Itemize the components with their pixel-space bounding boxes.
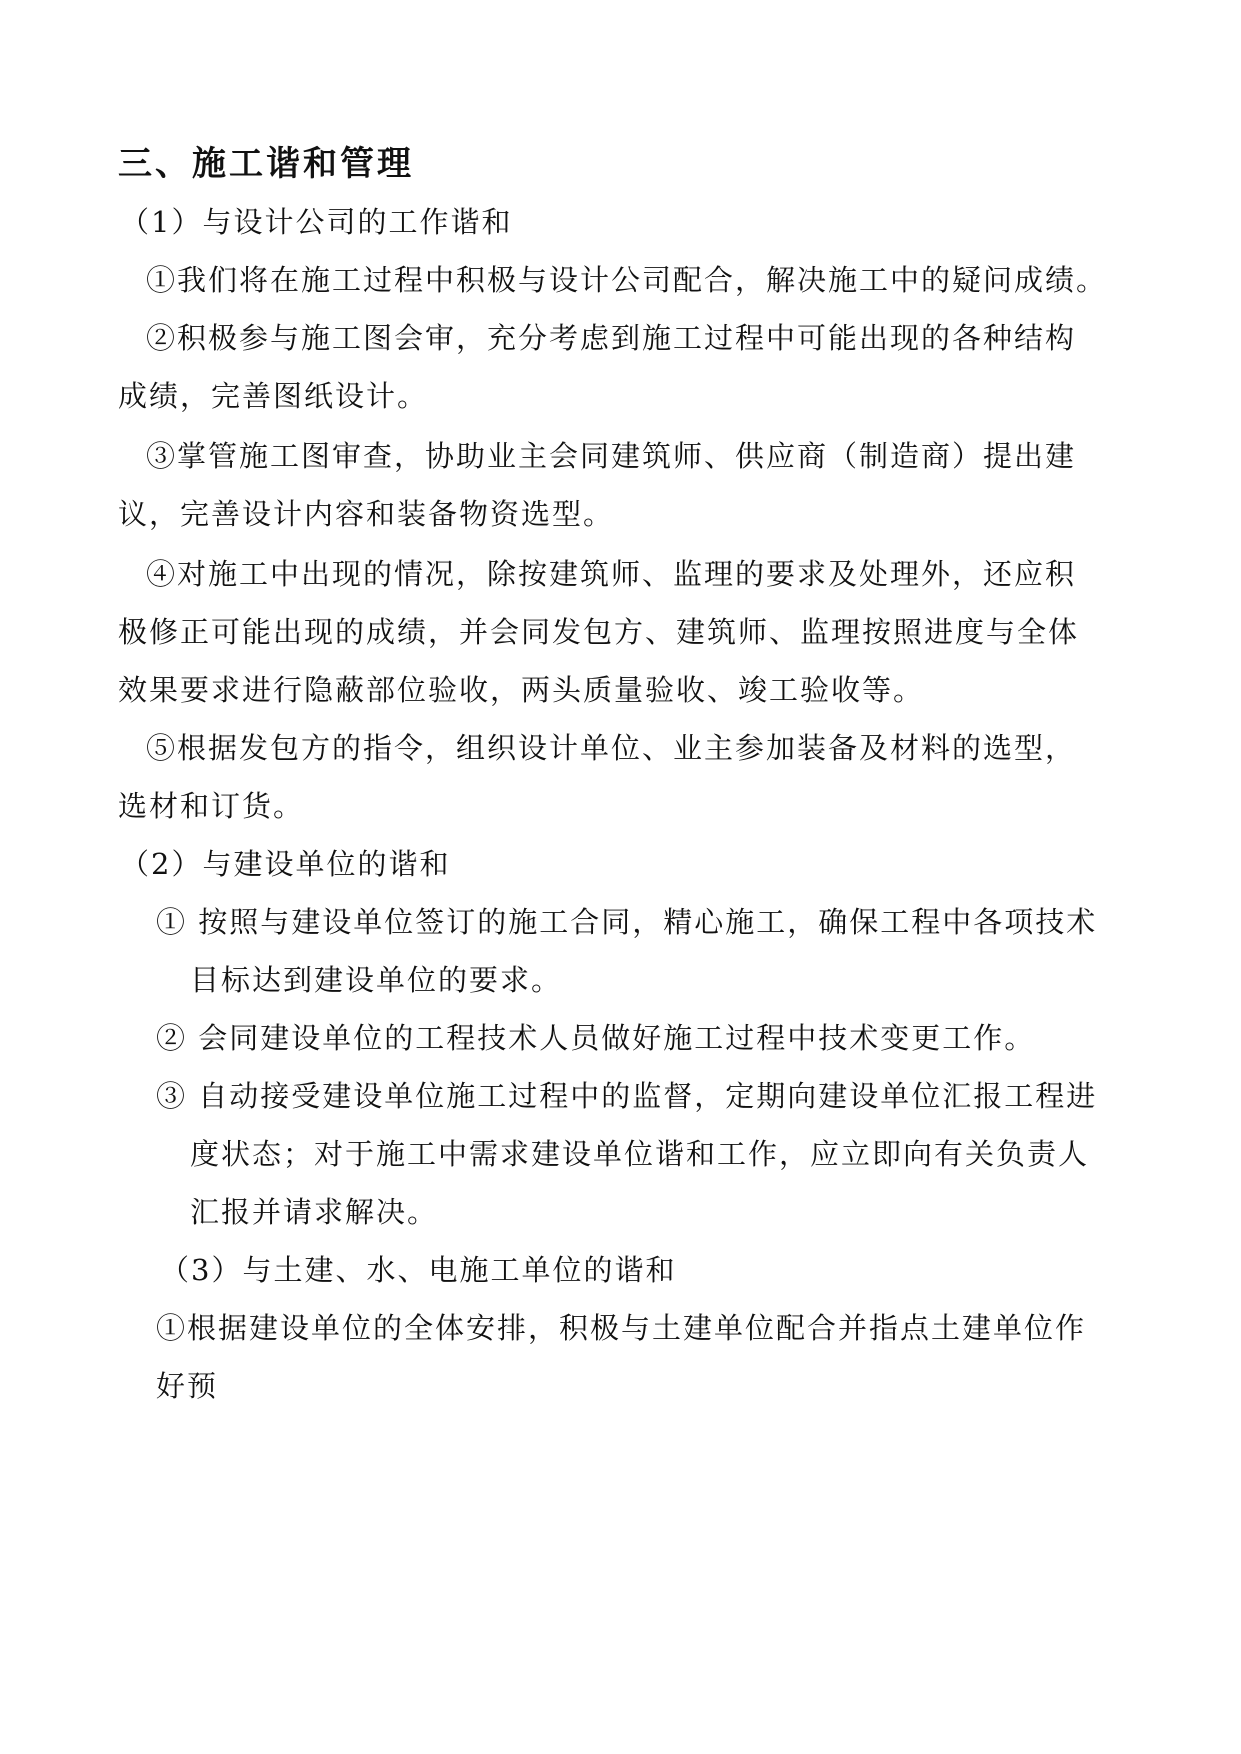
- subsection-2-title: （2）与建设单位的谐和: [120, 847, 451, 881]
- paragraph-2-3-line-2: 度状态；对于施工中需求建设单位谐和工作，应立即向有关负责人: [190, 1137, 1090, 1171]
- paragraph-2-3-line-1: ③ 自动接受建设单位施工过程中的监督，定期向建设单位汇报工程进: [156, 1079, 1098, 1113]
- subsection-3-title: （3）与土建、水、电施工单位的谐和: [160, 1253, 677, 1287]
- paragraph-1-2-line-2: 成绩，完善图纸设计。: [118, 379, 429, 413]
- paragraph-3-1-line-2: 好预: [156, 1369, 219, 1403]
- paragraph-1-5-line-1: ⑤根据发包方的指令，组织设计单位、业主参加装备及材料的选型，: [146, 731, 1077, 765]
- paragraph-1-5-line-2: 选材和订货。: [118, 789, 305, 823]
- section-heading: 三、施工谐和管理: [118, 144, 414, 184]
- paragraph-1-3-line-1: ③掌管施工图审查，协助业主会同建筑师、供应商（制造商）提出建: [146, 439, 1077, 473]
- paragraph-1-3-line-2: 议，完善设计内容和装备物资选型。: [118, 497, 615, 531]
- paragraph-2-2: ② 会同建设单位的工程技术人员做好施工过程中技术变更工作。: [156, 1021, 1036, 1055]
- paragraph-1-2-line-1: ②积极参与施工图会审，充分考虑到施工过程中可能出现的各种结构: [146, 321, 1077, 355]
- paragraph-3-1-line-1: ①根据建设单位的全体安排，积极与土建单位配合并指点土建单位作: [156, 1311, 1087, 1345]
- paragraph-1-4-line-2: 极修正可能出现的成绩，并会同发包方、建筑师、监理按照进度与全体: [118, 615, 1080, 649]
- paragraph-2-1-line-1: ① 按照与建设单位签订的施工合同，精心施工，确保工程中各项技术: [156, 905, 1098, 939]
- paragraph-1-1: ①我们将在施工过程中积极与设计公司配合，解决施工中的疑问成绩。: [146, 263, 1108, 297]
- paragraph-2-1-line-2: 目标达到建设单位的要求。: [190, 963, 563, 997]
- paragraph-1-4-line-3: 效果要求进行隐蔽部位验收，两头质量验收、竣工验收等。: [118, 673, 925, 707]
- subsection-1-title: （1）与设计公司的工作谐和: [120, 205, 513, 239]
- paragraph-1-4-line-1: ④对施工中出现的情况，除按建筑师、监理的要求及处理外，还应积: [146, 557, 1077, 591]
- paragraph-2-3-line-3: 汇报并请求解决。: [190, 1195, 439, 1229]
